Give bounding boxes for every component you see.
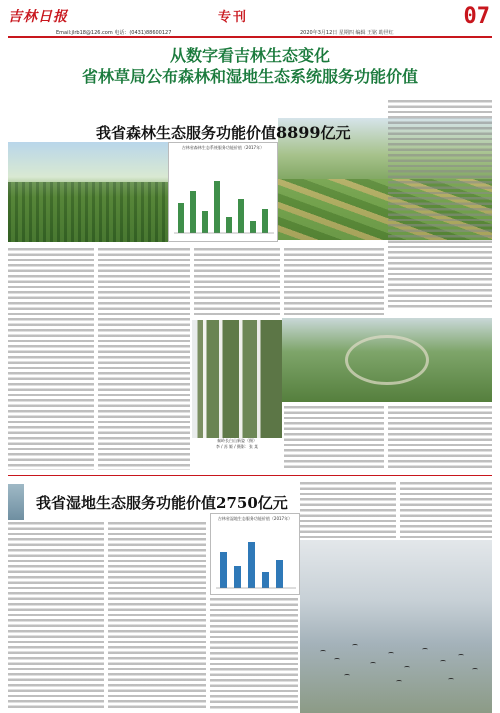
birch-photo-caption: 秦岭长白山新姿（摄） 李 / 苏 姬 / 摄影：张 某 — [215, 438, 259, 449]
forest-article-col7 — [388, 406, 492, 470]
flying-birds — [300, 540, 492, 713]
wetland-article-col2 — [108, 522, 206, 710]
wetland-article-col1 — [8, 522, 104, 710]
headline-line-1: 从数字看吉林生态变化 — [169, 46, 330, 65]
wetland-title-number: 2750 — [216, 494, 258, 512]
section-label: 专刊 — [218, 10, 249, 25]
contact-info: Email:jlrb18@126.com 电话：(0431)88600127 — [56, 30, 172, 36]
forest-article-col6 — [284, 406, 384, 470]
dateline: 2020年3月12日 星期四 编辑 王铭 助世红 — [300, 30, 394, 36]
forest-section-title — [96, 122, 351, 143]
wetland-article-col5 — [400, 482, 492, 538]
main-headline — [0, 46, 500, 88]
aerial-forest-photo — [282, 318, 492, 402]
forest-title-number: 8899 — [276, 123, 321, 142]
headline-line-2: 省林草局公布森林和湿地生态系统服务功能价值 — [81, 67, 418, 86]
forest-chart-caption: 吉林省森林生态系统服务功能价值（2017年） — [181, 145, 265, 150]
wetland-article-col4 — [300, 482, 396, 538]
wetland-article-col3 — [210, 598, 298, 710]
wetland-chart-caption: 吉林省湿地生态服务功能价值（2017年） — [217, 516, 293, 521]
forest-article-col4 — [284, 248, 384, 316]
forest-title-suffix: 亿元 — [320, 124, 351, 142]
section-divider — [8, 475, 492, 476]
masthead-rule — [8, 36, 492, 38]
forest-article-col5 — [388, 100, 492, 310]
forest-article-col1 — [8, 248, 94, 470]
forest-article-col3 — [194, 248, 280, 316]
forest-chart-bars — [170, 151, 278, 241]
forest-value-chart — [168, 142, 278, 242]
forest-title-prefix: 我省森林生态服务功能价值 — [96, 124, 277, 142]
wetland-section-title — [36, 492, 288, 513]
birch-forest-photo — [192, 320, 282, 438]
masthead — [0, 0, 500, 40]
wetland-cranes-photo — [300, 540, 492, 713]
forest-photo — [8, 142, 168, 242]
wetland-value-chart — [210, 513, 300, 595]
forest-article-col2 — [98, 248, 190, 470]
newspaper-logo: 吉林日报 — [8, 9, 68, 25]
wetland-thumb-photo — [8, 484, 24, 520]
wetland-title-prefix: 我省湿地生态服务功能价值 — [36, 494, 217, 512]
wetland-chart-bars — [212, 522, 300, 594]
page-number: 07 — [463, 4, 490, 29]
wetland-title-suffix: 亿元 — [257, 494, 288, 512]
